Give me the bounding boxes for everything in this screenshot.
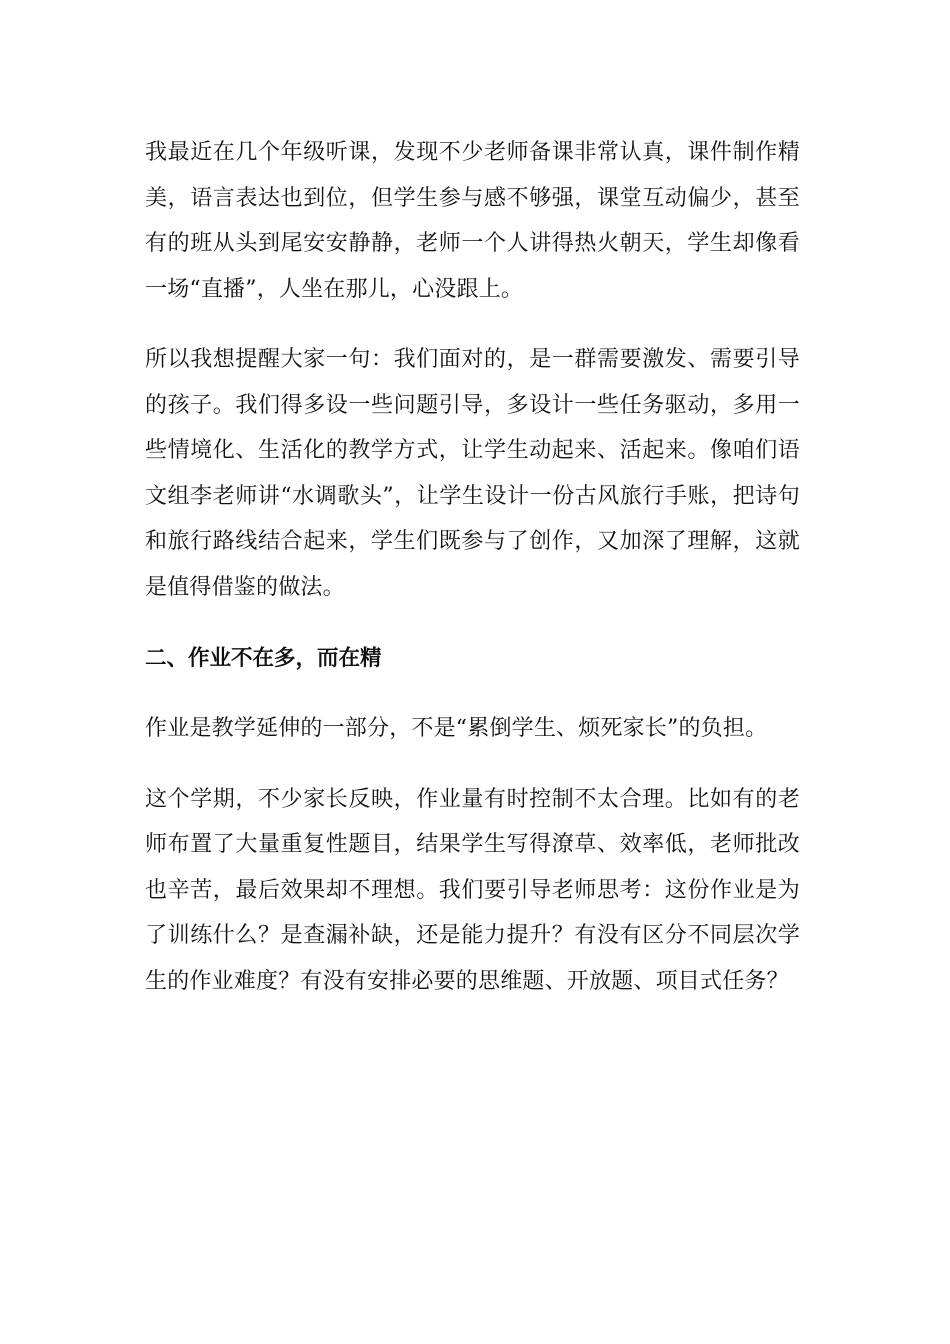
paragraph-classroom-observation: 我最近在几个年级听课，发现不少老师备课非常认真，课件制作精美，语言表达也到位，但学生参与感不够强，课堂互动偏少，甚至有的班从头到尾安安静静，老师一个人讲得热火朝天，学生却像看一场“直播”，人坐在那儿，心没跟上。: [145, 140, 800, 302]
document-page: [145, 130, 800, 1004]
paragraph-teaching-advice: 所以我想提醒大家一句：我们面对的，是一群需要激发、需要引导的孩子。我们得多设一些问题引导，多设计一些任务驱动，多用一些情境化、生活化的教学方式，让学生动起来、活起来。像咱们语文组李老师讲“水调歌头”，让学生设计一份古风旅行手账，把诗句和旅行路线结合起来，学生们既参与了创作，又加深了理解，这就是值得借鉴的做法。: [145, 347, 800, 600]
section-heading-homework: 二、作业不在多，而在精: [145, 646, 382, 671]
paragraph-homework-purpose: 作业是教学延伸的一部分，不是“累倒学生、烦死家长”的负担。: [145, 716, 768, 741]
paragraph-homework-feedback: 这个学期，不少家长反映，作业量有时控制不太合理。比如有的老师布置了大量重复性题目，结果学生写得潦草、效率低，老师批改也辛苦，最后效果却不理想。我们要引导老师思考：这份作业是为了训练什么？是查漏补缺，还是能力提升？有没有区分不同层次学生的作业难度？有没有安排必要的思维题、开放题、项目式任务？: [145, 786, 800, 994]
